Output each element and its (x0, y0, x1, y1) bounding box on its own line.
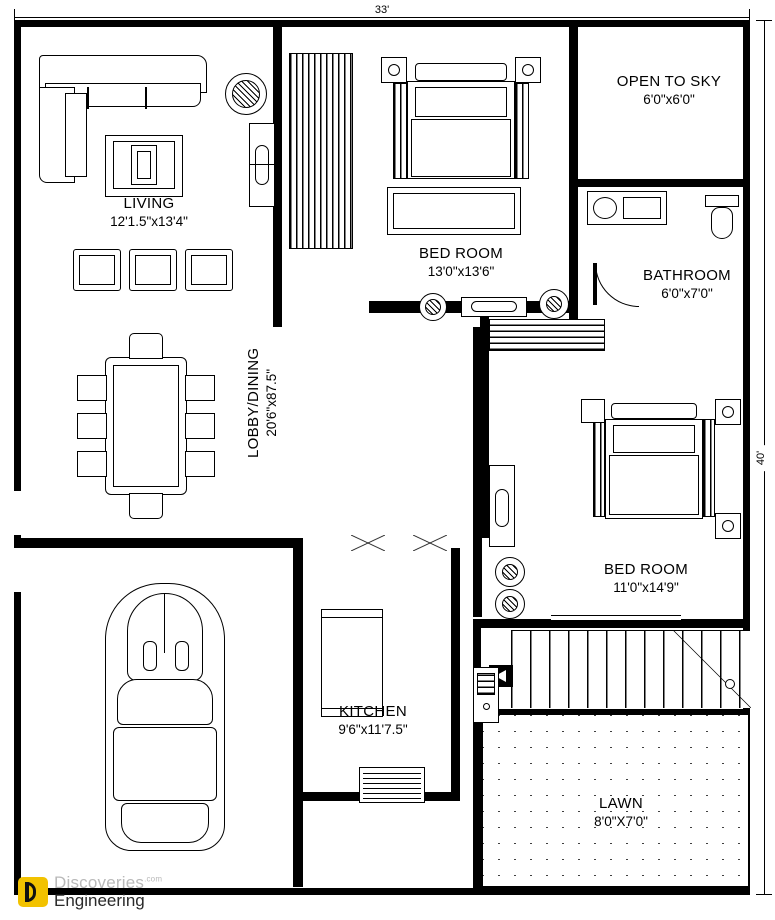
brand-text (54, 874, 162, 910)
bedside-lamp-1-left (388, 64, 400, 76)
bath-counter-detail (623, 197, 661, 219)
wall-kitchen-east (451, 548, 460, 798)
brand-line-1-sup: .com (144, 874, 163, 884)
room-label-kitchen: KITCHEN 9'6"x11'7.5" (338, 703, 408, 737)
corridor-hatch-strip (489, 319, 605, 351)
car-mirror-right (175, 641, 189, 671)
bed1-side-drape-left (393, 83, 407, 179)
dining-table-inner (113, 365, 179, 487)
watermark-logo (18, 874, 162, 910)
stool-bedroom1-b-inner (546, 296, 562, 312)
sofa-sectional-side-seat (65, 93, 87, 177)
window-living-east-inner (255, 145, 269, 185)
armchair-3-seat (191, 255, 227, 285)
room-label-living: LIVING 12'1.5"x13'4" (110, 195, 188, 229)
wc-pan (711, 207, 733, 239)
stair-rail-post (725, 679, 735, 689)
garage-entry-opening (14, 548, 23, 592)
wardrobe-bedroom2-inner (495, 489, 509, 527)
dining-chair-r2 (185, 413, 215, 439)
stair-landing-diagonal (673, 630, 751, 708)
wash-basin (593, 197, 617, 219)
dining-chair-r3 (185, 451, 215, 477)
sofa-cushion-line-1 (87, 87, 89, 109)
car-roof (113, 727, 217, 801)
car-rear-window (121, 803, 209, 843)
car-windscreen (117, 679, 213, 725)
window-mullion (249, 164, 275, 165)
kitchen-doorway-marker-left (351, 535, 385, 551)
sofa-cushion-line-2 (145, 87, 147, 109)
round-table-inner (232, 80, 260, 108)
room-label-bedroom1: BED ROOM 13'0"x13'6" (418, 245, 504, 279)
wall-lobby-garage (21, 538, 301, 548)
bed1-headboard (415, 63, 507, 81)
brand-line-1: Discoveries (54, 873, 145, 893)
tv-screen-detail (137, 151, 151, 179)
room-label-bathroom: BATHROOM 6'0"x7'0" (643, 267, 731, 301)
room-label-open-to-sky: OPEN TO SKY 6'0"x6'0" (616, 73, 722, 107)
dining-chair-head-top (129, 333, 163, 359)
bed2-headboard (611, 403, 697, 419)
bed2-drape-right (703, 419, 715, 517)
dimension-line (14, 17, 750, 18)
bed1-pillow-block (415, 87, 507, 117)
dining-chair-l1 (77, 375, 107, 401)
kitchen-doorway-marker-right (413, 535, 447, 551)
room-label-lobby-dining: LOBBY/DINING 20'6"x87.5" (245, 347, 279, 458)
hob-burner-grid (363, 771, 421, 799)
living-entry-opening (14, 491, 23, 535)
building-outline (14, 20, 750, 895)
kitchen-counter-inner (321, 617, 383, 709)
stool-bedroom1-a-inner (425, 299, 441, 315)
overall-width-label: 33' (369, 4, 395, 16)
room-label-bedroom2: BED ROOM 11'0"x14'9" (603, 561, 689, 595)
wall-bedroom-bath (569, 27, 578, 327)
brand-line-2: Engineering (54, 891, 145, 911)
wc-cistern (705, 195, 739, 207)
wall-opentosky-bathroom (578, 179, 750, 187)
wardrobe-bedroom1 (289, 53, 353, 249)
bed1-side-drape-right (515, 83, 529, 179)
dining-chair-l3 (77, 451, 107, 477)
overall-depth-dimension (751, 20, 771, 895)
refrigerator-knob (483, 703, 490, 710)
bed1-blanket (411, 119, 511, 177)
car-bonnet (127, 593, 203, 681)
refrigerator-coil (477, 673, 495, 695)
car-centre-line (164, 593, 165, 653)
stool-bedroom2-b-inner (502, 596, 518, 612)
bedside-lamp-2-right-lower (722, 520, 734, 532)
bedside-lamp-2-right (722, 406, 734, 418)
brand-mark-icon (18, 877, 48, 907)
overall-depth-label: 40' (755, 444, 767, 470)
stool-bedroom2-a-inner (502, 564, 518, 580)
bed1-foot-bench-inner (393, 193, 515, 229)
dimension-tick-bottom (756, 894, 772, 895)
room-label-lawn: LAWN 8'0"X7'0" (594, 795, 648, 829)
dining-chair-l2 (77, 413, 107, 439)
bedside-table-2-left (581, 399, 605, 423)
bedside-lamp-1-right (522, 64, 534, 76)
wall-corridor-bedroom2 (473, 327, 482, 617)
bed2-pillow-block (613, 425, 695, 453)
bed2-drape-left (593, 419, 605, 517)
car-mirror-left (143, 641, 157, 671)
dresser-bedroom1-inner (471, 301, 517, 312)
armchair-1-seat (79, 255, 115, 285)
dimension-tick-top (756, 20, 772, 21)
dining-chair-r1 (185, 375, 215, 401)
dining-chair-head-bottom (129, 493, 163, 519)
armchair-2-seat (135, 255, 171, 285)
window-bedroom2-south (551, 615, 681, 621)
bed2-blanket (609, 455, 699, 515)
